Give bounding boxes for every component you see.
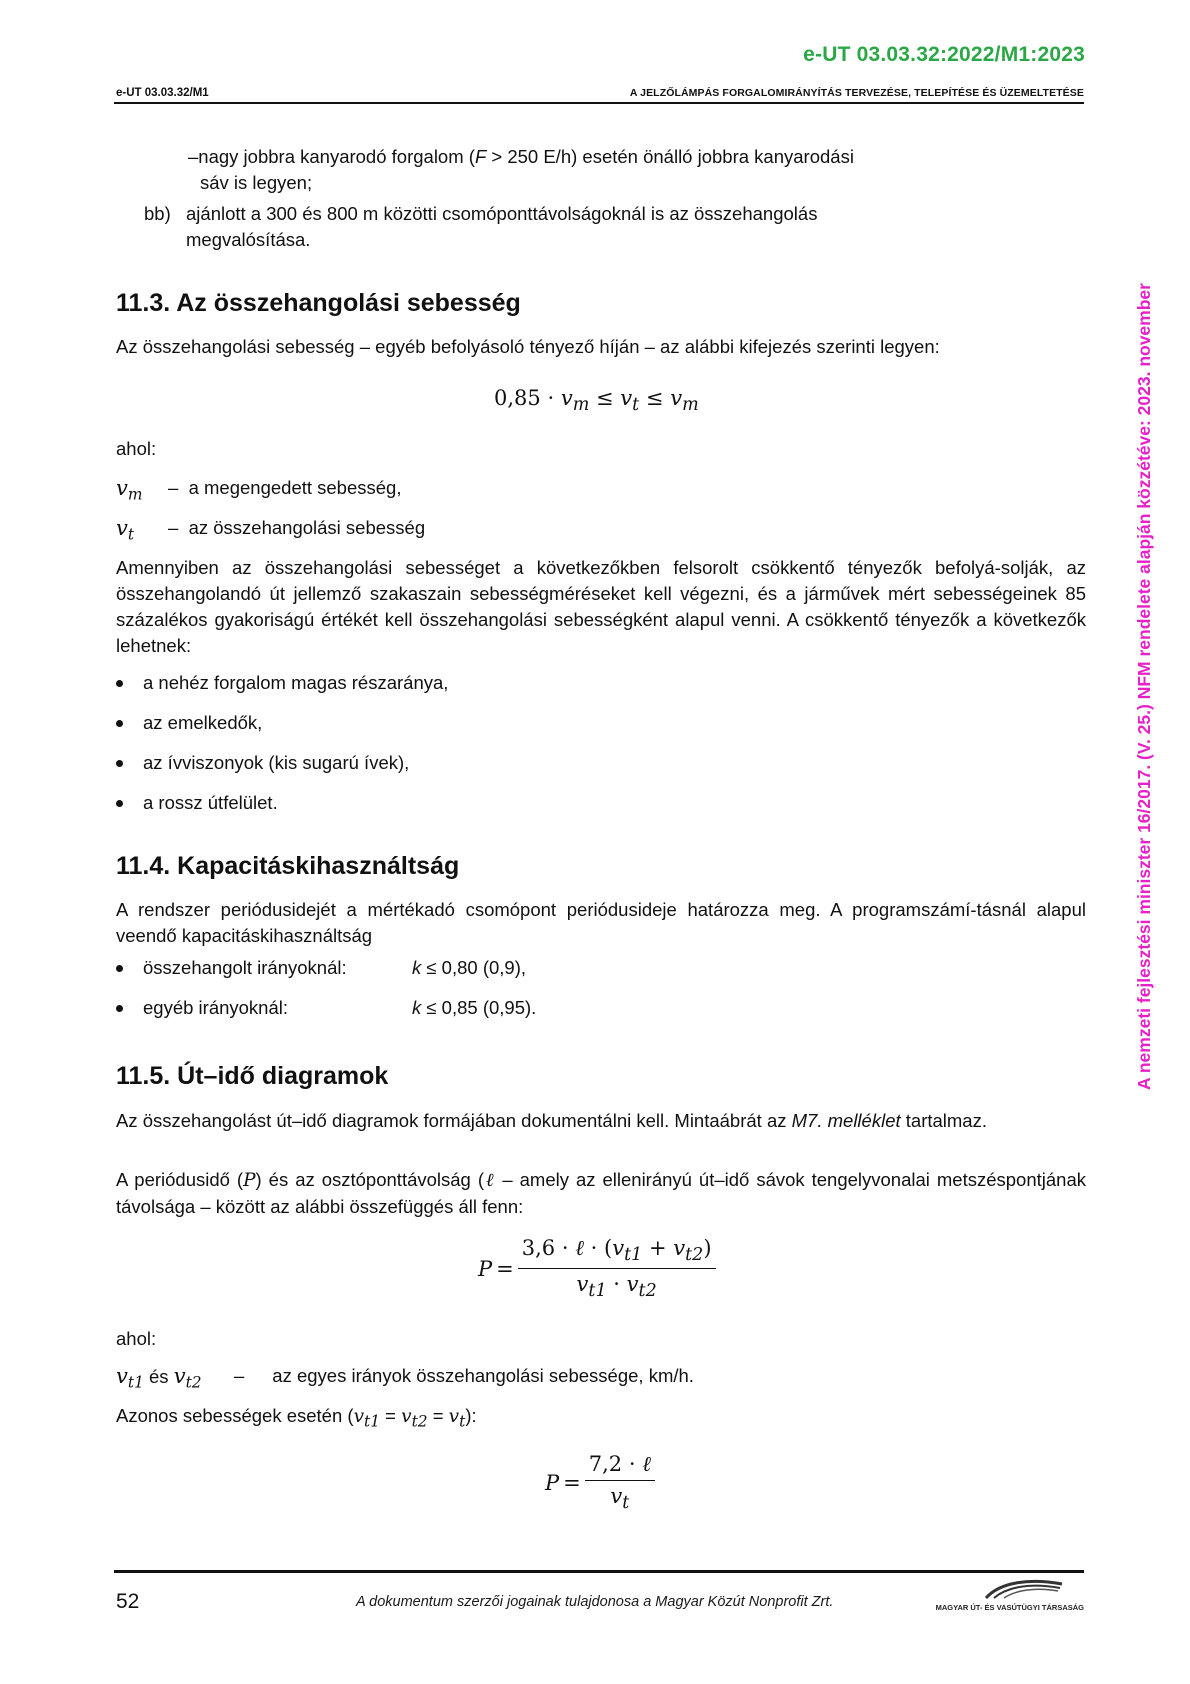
formula-period-equal: P = $\frac{\text{7,2 · ℓ}}{v_t}$ [545, 1452, 655, 1513]
header-left: e-UT 03.03.32/M1 [116, 87, 209, 99]
side-publication-note: A nemzeti fejlesztési miniszter 16/2017. (V. 25.) NFM rendelete alapján közzétéve: 2023. november [1134, 283, 1154, 1090]
var-k: k [412, 957, 422, 978]
ahol-label: ahol: [116, 438, 157, 459]
copyright-note: A dokumentum szerzői jogainak tulajdonosa a Magyar Közút Nonprofit Zrt. [356, 1594, 834, 1610]
definition-vm-text: – a megengedett sebesség, [168, 477, 402, 498]
section-11-4-title: 11.4. Kapacitáskihasználtság [116, 852, 460, 880]
section-11-5-para2: A periódusidő (P) és az osztóponttávolság (ℓ – amely az ellenirányú út–idő sávok tengelyvonalai metszéspontjának távolsága – között az alábbi összefüggés áll fenn: [116, 1169, 1086, 1217]
bullet-icon [116, 1005, 123, 1012]
definition-vt1-vt2: $v_{t1}$ és $v_{t2}$ [116, 1364, 202, 1392]
bullet-icon [116, 680, 123, 687]
ahol-label-2: ahol: [116, 1328, 157, 1349]
var-k: k [412, 997, 422, 1018]
definition-vt-text: – az összehangolási sebesség [168, 517, 426, 538]
definition-vt: $v_t$ [116, 516, 135, 544]
section-11-3-para: Az összehangolási sebesség – egyéb befolyásoló tényező híján – az alábbi kifejezés szerinti legyen: [116, 336, 940, 357]
section-11-5-para1: Az összehangolást út–idő diagramok formájában dokumentálni kell. Mintaábrát az M7. melléklet tartalmaz. [116, 1110, 987, 1131]
road-logo-icon [980, 1576, 1066, 1600]
page-number: 52 [116, 1590, 140, 1613]
bullet-icon [116, 965, 123, 972]
bb-marker: bb) [144, 203, 171, 224]
formula-speed-range: $0,85 \cdot v_m \le v_t \le v_m$ [494, 386, 699, 416]
dash-item: –nagy jobbra kanyarodó forgalom (F > 250 E/h) esetén önálló jobbra kanyarodási sáv is legyen; [188, 146, 854, 193]
equal-speeds-line: Azonos sebességek esetén $(v_{t1} = v_{t2} = v_t)$: [116, 1405, 477, 1431]
definition-vt1-vt2-text: – az egyes irányok összehangolási sebessége, km/h. [234, 1365, 694, 1386]
section-11-4-para: A rendszer periódusidejét a mértékadó csomópont periódusideje határozza meg. A programszámí-tásnál alapul veendő kapacitáskihasználtság [116, 899, 1086, 946]
fraction: $\frac{\text{7,2 · ℓ}}{v_t}$ [585, 1452, 655, 1513]
header-right: A JELZŐLÁMPÁS FORGALOMIRÁNYÍTÁS TERVEZÉSE, TELEPÍTÉSE ÉS ÜZEMELTETÉSE [629, 87, 1084, 99]
document-stamp: e-UT 03.03.32:2022/M1:2023 [803, 43, 1085, 66]
var-F: F [474, 146, 487, 167]
bullet-icon [116, 800, 123, 807]
footer-rule [114, 1570, 1084, 1573]
definition-vm: $v_m$ [116, 476, 143, 504]
formula-period-general: P = $\frac{3,6 \cdot \ell \cdot (v_{t1} + v_{t2})}{v_{t1} \cdot v_{t2}}$ [478, 1236, 716, 1301]
logo-text: MAGYAR ÚT- ÉS VASÚTÜGYI TÁRSASÁG [935, 1603, 1084, 1612]
bb-item: ajánlott a 300 és 800 m közötti csomóponttávolságoknál is az összehangolás megvalósítása. [186, 203, 818, 250]
header-rule [114, 102, 1084, 104]
section-11-5-title: 11.5. Út–idő diagramok [116, 1062, 389, 1090]
fraction: $\frac{3,6 \cdot \ell \cdot (v_{t1} + v_{t2})}{v_{t1} \cdot v_{t2}}$ [518, 1236, 716, 1301]
bullet-icon [116, 720, 123, 727]
section-11-3-title: 11.3. Az összehangolási sebesség [116, 289, 521, 317]
dash-marker: – [188, 146, 199, 167]
bullet-icon [116, 760, 123, 767]
section-11-3-para2: Amennyiben az összehangolási sebességet a következőkben felsorolt csökkentő tényezők befolyá-solják, az összehangolandó út jellemző szakaszain sebességméréseket kell végezni, és a járművek mért sebességeinek 85 százalékos gyakoriságú értékét kell összehangolási sebességként alapul venni. A csökkentő tényezők a következők lehetnek: [116, 557, 1086, 656]
